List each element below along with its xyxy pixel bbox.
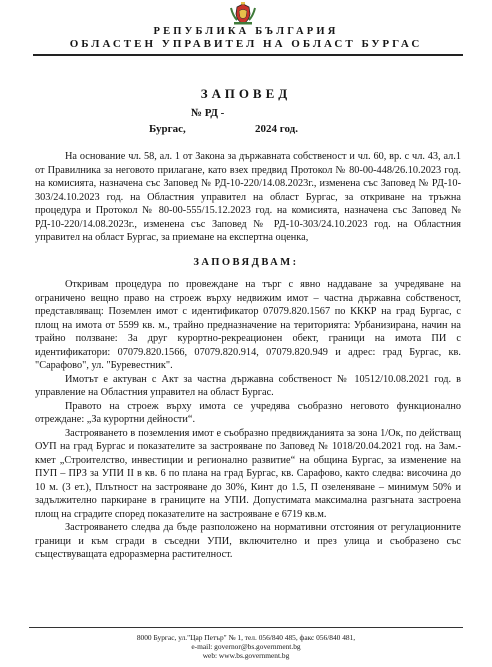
body-paragraph: Правото на строеж върху имота се учредява съобразно неговото функционално отреждане: „За курортни дейности“. [35, 400, 461, 425]
body-paragraph: Имотът е актуван с Акт за частна държавна собственост № 10512/10.08.2021 год. в управление на Областния управител на област Бургас. [35, 373, 461, 398]
order-year: 2024 год. [255, 123, 298, 135]
orders-heading: ЗАПОВЯДВАМ: [193, 257, 299, 268]
order-number: № РД - [191, 107, 225, 119]
footer-address: 8000 Бургас, ул."Цар Петър" № 1, тел. 056/840 485, факс 056/840 481, [136, 633, 356, 642]
footer-email: e-mail: governor@bs.government.bg [191, 642, 301, 651]
order-place: Бургас, [149, 123, 186, 135]
footer-web: web: www.bs.government.bg [202, 651, 290, 660]
authority-header: ОБЛАСТЕН УПРАВИТЕЛ НА ОБЛАСТ БУРГАС [69, 38, 423, 50]
body-paragraph: Откривам процедура по провеждане на търг с явно наддаване за учредяване на ограничено вещно право на строеж върху недвижим имот – частна държавна собственост, представляващ: Поземлен имот с идентификатор 07079.820.1567 по КККР на град Бургас, с площ на имота от 5599 кв. м., трайно предназначение на територията: Урбанизирана, начин на трайно ползване: За друг курортно-рекреационен обект, граници на имота ПИ с идентификатори: 07079.820.1566, 07079.820.914, 07079.820.949 и адрес: град Бургас, кв. "Сарафово", ул. "Буревестник". [35, 279, 461, 371]
body-paragraph: Застрояването в поземления имот е съобразно предвижданията за зона 1/Ок, по действащ ОУП на град Бургас и показателите за застрояване по Заповед № 1018/20.04.2021 год. на Зам.- кмет „Строителство, инвестиции и регионално развитие“ на община Бургас, за изменение на ПУП – ПРЗ за УПИ II в кв. 6 по плана на град Бургас, кв. Сарафово, както следва: височина до 10 м. (3 ет.), Плътност на застрояване до 30%, Кинт до 1.5, П озеленяване – минимум 50% и задължително паркиране в границите на УПИ. Допустимата максимална разгъната застроена площ на сградите според показателите на застрояване е 6719 кв.м. [35, 427, 461, 520]
document-title: ЗАПОВЕД [200, 86, 292, 101]
republic-header: РЕПУБЛИКА БЪЛГАРИЯ [153, 26, 339, 37]
order-body [35, 278, 461, 562]
coat-of-arms-icon [228, 2, 258, 26]
preamble [35, 150, 461, 245]
preamble-paragraph: На основание чл. 58, ал. 1 от Закона за държавната собственост и чл. 60, вр. с чл. 43, ал.1 от Правилника за неговото прилагане, като взех предвид Протокол № 80-00-448/26.10.2023 год. на комисията, назначена със Заповед № РД-10-220/14.08.2023г., изменена със Заповед № РД-10-303/24.10.2023 год. на Областния управител на област Бургас, за откриване на тръжна процедура и Протокол № 80-00-555/15.12.2023 год. на комисията, назначена със Заповед № РД-10-220/14.08.2023г., изменена със Заповед № РД-10-303/24.10.2023 год. на Областния управител на област Бургас, за приемане на експертна оценка, [35, 151, 461, 243]
header-divider [33, 54, 463, 56]
footer-divider [29, 627, 463, 628]
body-paragraph: Застрояването следва да бъде разположено на нормативни отстояния от регулационните граници и към сгради в съседни УПИ, включително и през улица и съобразено със съществуващата едроразмерна растителност. [35, 522, 461, 560]
